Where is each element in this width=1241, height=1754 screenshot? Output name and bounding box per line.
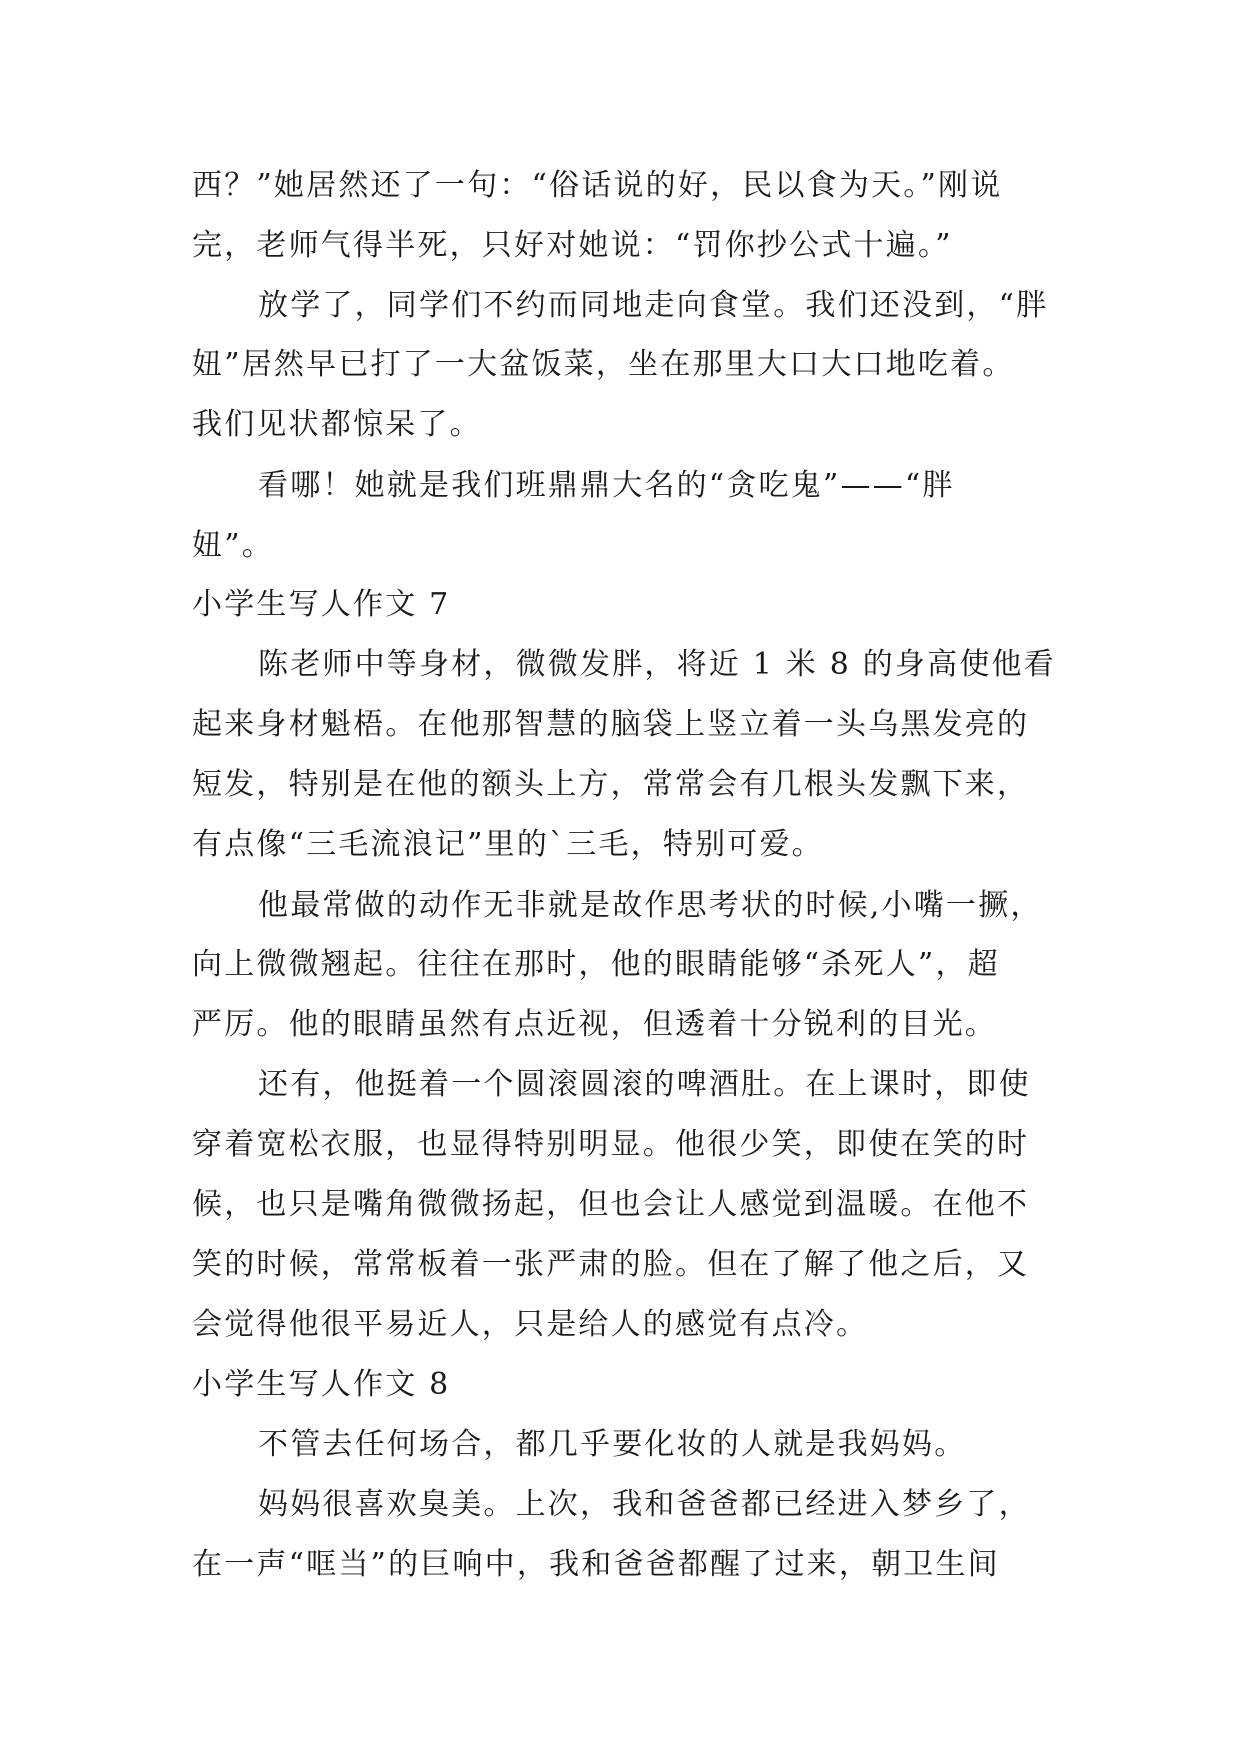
text-line: 候，也只是嘴角微微扬起，但也会让人感觉到温暖。在他不 [192,1187,1030,1222]
text-line: 起来身材魁梧。在他那智慧的脑袋上竖立着一头乌黑发亮的 [192,707,1030,742]
text-line: 会觉得他很平易近人，只是给人的感觉有点冷。 [192,1307,869,1342]
text-line: 我们见状都惊呆了。 [192,407,482,442]
section-heading: 小学生写人作文 7 [192,587,451,622]
text-line: 向上微微翘起。往往在那时，他的眼睛能够“杀死人”，超 [192,947,1000,982]
section-heading: 小学生写人作文 8 [192,1367,451,1402]
text-line: 妞”。 [192,528,274,563]
paragraph-start-line: 不管去任何场合，都几乎要化妆的人就是我妈妈。 [258,1427,967,1462]
text-line: 西？”她居然还了一句：“俗话说的好，民以食为天。”刚说 [192,168,1003,203]
text-line: 在一声“哐当”的巨响中，我和爸爸都醒了过来，朝卫生间 [192,1547,1000,1582]
paragraph-start-line: 他最常做的动作无非就是故作思考状的时候,小嘴一撅， [258,888,1043,923]
text-line: 笑的时候，常常板着一张严肃的脸。但在了解了他之后，又 [192,1247,1030,1282]
paragraph-start-line: 放学了，同学们不约而同地走向食堂。我们还没到，“胖 [258,288,1049,323]
text-line: 短发，特别是在他的额头上方，常常会有几根头发飘下来， [192,767,1030,802]
text-line: 严厉。他的眼睛虽然有点近视，但透着十分锐利的目光。 [192,1007,997,1042]
text-line: 穿着宽松衣服，也显得特别明显。他很少笑，即使在笑的时 [192,1127,1030,1162]
paragraph-start-line: 看哪！她就是我们班鼎鼎大名的“贪吃鬼”——“胖 [258,468,955,503]
text-line: 有点像“三毛流浪记”里的`三毛，特别可爱。 [192,827,824,862]
paragraph-start-line: 陈老师中等身材，微微发胖，将近 1 米 8 的身高使他看 [258,647,1056,682]
text-line: 妞”居然早已打了一大盆饭菜，坐在那里大口大口地吃着。 [192,347,1015,382]
paragraph-start-line: 还有，他挺着一个圆滚圆滚的啤酒肚。在上课时，即使 [258,1067,1031,1102]
text-line: 完，老师气得半死，只好对她说：“罚你抄公式十遍。” [192,228,953,263]
paragraph-start-line: 妈妈很喜欢臭美。上次，我和爸爸都已经进入梦乡了， [258,1487,1031,1522]
